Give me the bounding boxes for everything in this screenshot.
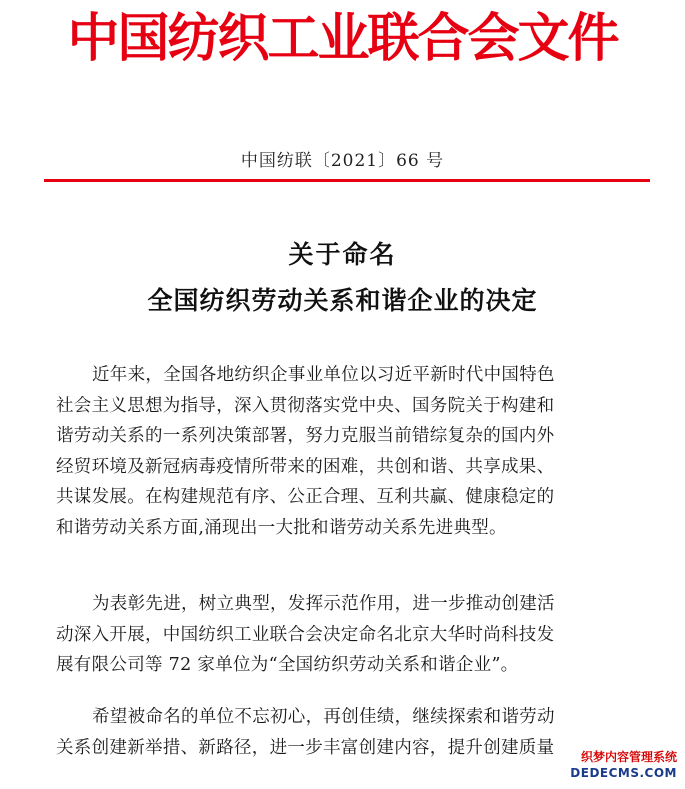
- document-title-line-1: 关于命名: [288, 240, 397, 269]
- document-number: 中国纺联〔2021〕66 号: [240, 151, 445, 171]
- paragraph-line: 谐劳动关系的一系列决策部署，努力克服当前错综复杂的国内外: [56, 426, 555, 446]
- masthead-title: 中国纺织工业联合会文件: [67, 9, 618, 69]
- paragraph-line: 社会主义思想为指导，深入贯彻落实党中央、国务院关于构建和: [56, 395, 555, 416]
- watermark-text-chinese: 织梦内容管理系统: [570, 749, 677, 765]
- body-paragraph-3: [56, 702, 656, 763]
- body-paragraph-2: [56, 589, 656, 681]
- body-paragraph-1: [56, 360, 656, 543]
- paragraph-line: 为表彰先进，树立典型，发挥示范作用，进一步推动创建活: [92, 594, 555, 614]
- paragraph-line: 希望被命名的单位不忘初心，再创佳绩，继续探索和谐劳动: [92, 707, 555, 727]
- paragraph-line: 展有限公司等 72 家单位为“全国纺织劳动关系和谐企业”。: [56, 655, 519, 675]
- watermark-text-english: DEDECMS.COM: [570, 766, 677, 780]
- site-watermark: [570, 749, 677, 781]
- paragraph-line: 关系创建新举措、新路径，进一步丰富创建内容，提升创建质量: [56, 737, 555, 758]
- paragraph-line: 共谋发展。在构建规范有序、公正合理、互利共赢、健康稳定的: [56, 487, 555, 507]
- paragraph-line: 近年来，全国各地纺织企事业单位以习近平新时代中国特色: [92, 365, 555, 385]
- document-title-line-2: 全国纺织劳动关系和谐企业的决定: [147, 286, 538, 315]
- paragraph-line: 经贸环境及新冠病毒疫情所带来的困难，共创和谐、共享成果、: [56, 456, 555, 477]
- red-divider-rule: [44, 179, 650, 182]
- paragraph-line: 动深入开展，中国纺织工业联合会决定命名北京大华时尚科技发: [56, 624, 555, 645]
- paragraph-line: 和谐劳动关系方面,涌现出一大批和谐劳动关系先进典型。: [56, 517, 507, 538]
